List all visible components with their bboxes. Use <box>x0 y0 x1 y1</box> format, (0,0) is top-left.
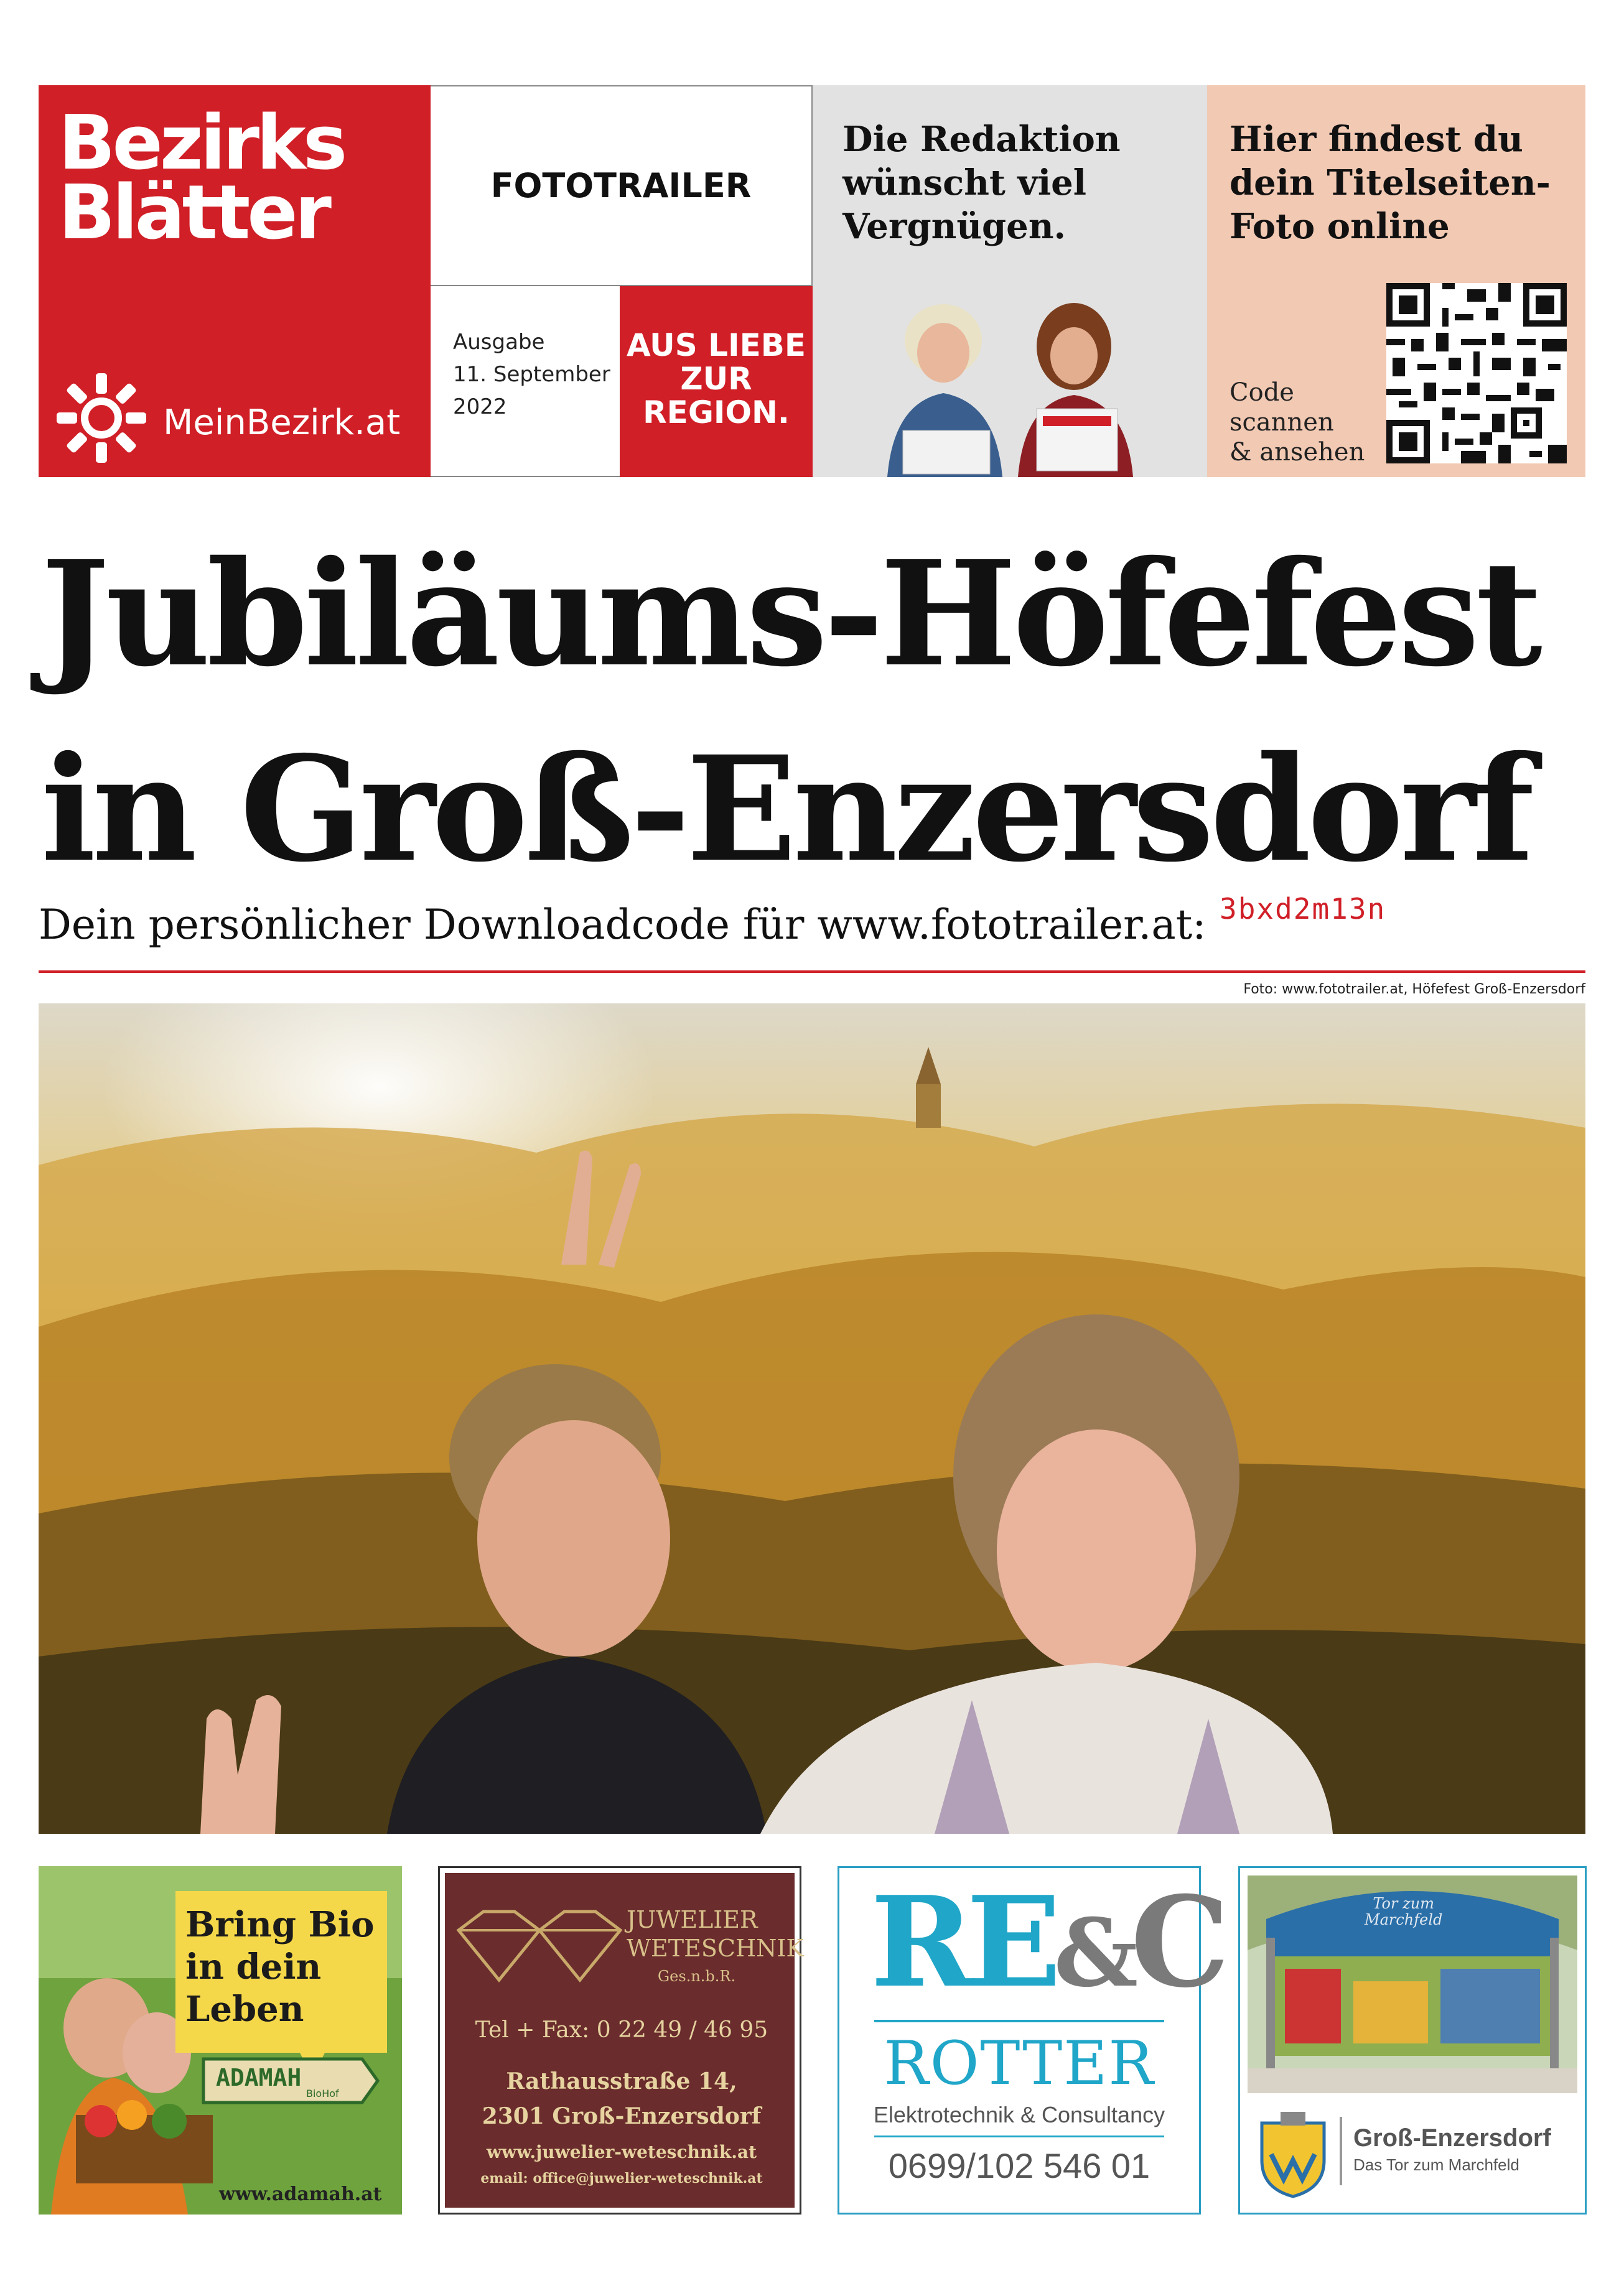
adamah-slogan-line1: Bring Bio <box>185 1904 375 1945</box>
ad-gemeinde[interactable] <box>1238 1866 1587 2215</box>
section-label-box <box>431 85 813 286</box>
juwelier-web[interactable]: www.juwelier-weteschnik.at <box>486 2142 757 2162</box>
slogan-line2: ZUR <box>680 361 752 397</box>
editorial-line3: Vergnügen. <box>842 206 1066 247</box>
editorial-box <box>813 85 1207 477</box>
brand-site: MeinBezirk.at <box>163 402 401 443</box>
brand-block <box>39 85 431 477</box>
photo-image <box>39 1003 1585 1834</box>
scan-line3: & ansehen <box>1230 438 1365 467</box>
slogan-line3: REGION. <box>643 394 790 430</box>
headline <box>41 516 1609 907</box>
juwelier-name-line1: JUWELIER <box>627 1906 758 1933</box>
juwelier-phone: Tel + Fax: 0 22 49 / 46 95 <box>475 2017 768 2043</box>
rotter-rule <box>874 2020 1164 2022</box>
coat-of-arms-icon <box>1259 2111 1327 2198</box>
rotter-phone[interactable]: 0699/102 546 01 <box>888 2146 1150 2185</box>
slogan-line1: AUS LIEBE <box>626 327 806 363</box>
adamah-brand: ADAMAH <box>216 2064 302 2091</box>
section-label: FOTOTRAILER <box>490 166 752 205</box>
headline-line1: Jubiläums-Höfefest <box>41 529 1539 699</box>
adamah-sub: BioHof <box>306 2088 339 2099</box>
rotter-mark-re: RE <box>870 1869 1054 2015</box>
juwelier-email[interactable]: email: office@juwelier-weteschnik.at <box>480 2170 763 2187</box>
editorial-text <box>842 118 1121 248</box>
issue-date: 11. September <box>453 362 610 387</box>
adamah-slogan-line2: in dein <box>185 1946 322 1987</box>
main-photo <box>39 1003 1585 1834</box>
issue-label: Ausgabe <box>453 330 545 355</box>
issue-info <box>431 286 620 477</box>
qr-code[interactable] <box>1386 283 1567 463</box>
divider <box>39 970 1585 973</box>
brand-name-line1: Bezirks <box>58 100 345 187</box>
scan-line2: scannen <box>1230 408 1334 437</box>
rotter-mark-c: C <box>1131 1869 1223 2015</box>
gemeinde-sign-line1: Tor zum <box>1373 1895 1434 1912</box>
adamah-slogan-line3: Leben <box>185 1989 304 2030</box>
photo-credit: Foto: www.fototrailer.at, Höfefest Groß-Enzersdorf <box>1243 982 1585 997</box>
rotter-rule-2 <box>874 2136 1164 2137</box>
download-text: Dein persönlicher Downloadcode für www.fototrailer.at: <box>39 901 1206 949</box>
gemeinde-tagline: Das Tor zum Marchfeld <box>1353 2155 1519 2174</box>
meinbezirk-logo-icon <box>55 371 148 465</box>
issue-year: 2022 <box>453 394 507 419</box>
gemeinde-divider <box>1340 2117 1342 2185</box>
ad-adamah[interactable] <box>39 1866 402 2215</box>
diamond-logo-icon <box>452 1905 627 1992</box>
editorial-line2: wünscht viel <box>842 162 1087 203</box>
editorial-line1: Die Redaktion <box>842 119 1121 160</box>
adamah-slogan <box>185 1903 374 2030</box>
juwelier-name-line2: WETESCHNIK <box>627 1935 804 1962</box>
online-line2: dein Titelseiten- <box>1230 162 1551 203</box>
juwelier-street: Rathausstraße 14, <box>506 2068 737 2094</box>
slogan-box <box>620 286 813 477</box>
rotter-sub: Elektrotechnik & Consultancy <box>873 2102 1165 2127</box>
ad-juwelier[interactable] <box>438 1866 804 2215</box>
rotter-name: ROTTER <box>884 2029 1155 2098</box>
juwelier-city: 2301 Groß-Enzersdorf <box>482 2103 762 2129</box>
online-text <box>1230 118 1551 248</box>
scan-line1: Code <box>1230 378 1294 407</box>
scan-hint <box>1230 378 1365 467</box>
juwelier-form: Ges.n.b.R. <box>658 1968 736 1985</box>
ad-rotter[interactable] <box>838 1866 1223 2215</box>
brand-name <box>58 100 345 256</box>
headline-line2: in Groß-Enzersdorf <box>41 724 1531 894</box>
juwelier-name <box>627 1905 804 1963</box>
gemeinde-name: Groß-Enzersdorf <box>1353 2124 1551 2152</box>
adamah-url[interactable]: www.adamah.at <box>219 2183 382 2205</box>
gemeinde-sign <box>1365 1895 1442 1928</box>
editors-photo <box>850 284 1174 477</box>
online-box <box>1207 85 1585 477</box>
gemeinde-sign-line2: Marchfeld <box>1365 1911 1443 1928</box>
brand-name-line2: Blätter <box>58 170 329 256</box>
online-line3: Foto online <box>1230 206 1450 247</box>
rotter-mark-amp: & <box>1053 1899 1131 2008</box>
rotter-mark <box>870 1869 1223 2015</box>
download-code: 3bxd2m13n <box>1220 892 1386 926</box>
online-line1: Hier findest du <box>1230 119 1523 160</box>
